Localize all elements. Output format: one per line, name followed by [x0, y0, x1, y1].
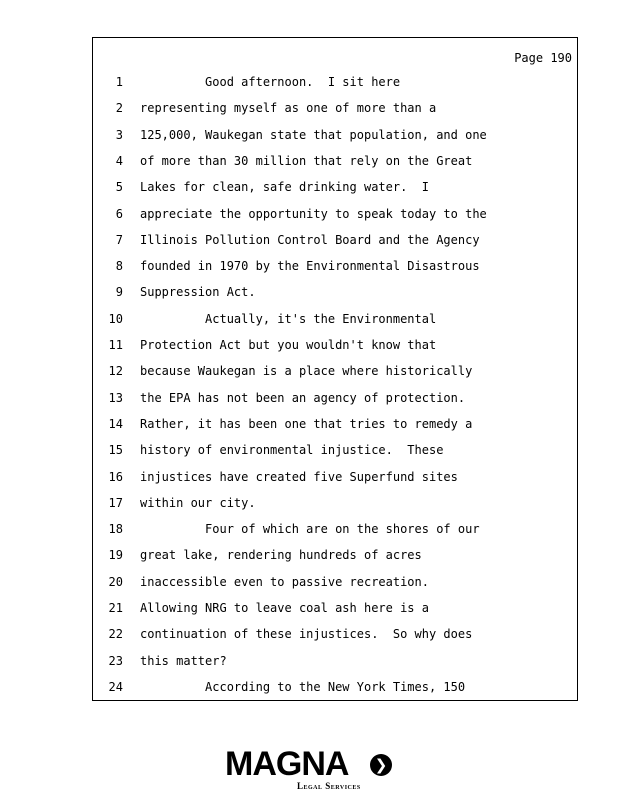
transcript-page — [92, 37, 578, 701]
line-text: According to the New York Times, 150 — [140, 679, 466, 694]
line-number: 13 — [108, 390, 123, 405]
transcript-line — [93, 284, 577, 310]
logo-wordmark: MAGNA — [225, 745, 349, 783]
line-number: 21 — [108, 601, 123, 615]
line-text: Actually, it's the Environmental — [140, 311, 437, 326]
transcript-line — [93, 521, 577, 547]
line-number: 15 — [108, 443, 123, 458]
line-number: 5 — [115, 180, 123, 195]
line-number: 22 — [108, 627, 123, 642]
line-text: 125,000, Waukegan state that population, and one — [140, 127, 487, 142]
arrow-right-icon: ❯ — [370, 754, 392, 776]
line-number: 4 — [115, 153, 123, 168]
page-number: Page 190 — [514, 51, 572, 65]
line-text: within our city. — [140, 495, 256, 510]
line-number: 6 — [115, 206, 123, 221]
transcript-line — [93, 232, 577, 258]
transcript-line — [93, 574, 577, 600]
transcript-line — [93, 179, 577, 205]
line-number: 12 — [108, 364, 123, 379]
transcript-line — [93, 442, 577, 468]
transcript-line — [93, 416, 577, 442]
line-number: 17 — [108, 495, 123, 510]
line-number: 24 — [108, 679, 123, 694]
magna-logo — [225, 745, 395, 793]
line-number: 16 — [108, 469, 123, 484]
line-number: 19 — [108, 548, 123, 563]
line-text: Allowing NRG to leave coal ash here is a — [140, 601, 429, 615]
line-text: because Waukegan is a place where historically — [140, 364, 473, 379]
line-text: Good afternoon. I sit here — [140, 75, 401, 89]
line-text: Illinois Pollution Control Board and the Agency — [140, 232, 480, 247]
transcript-line — [93, 311, 577, 337]
line-number: 14 — [108, 416, 123, 431]
line-number: 2 — [115, 101, 123, 116]
line-text: continuation of these injustices. So why does — [140, 627, 473, 642]
transcript-line — [93, 100, 577, 126]
transcript-line — [93, 153, 577, 179]
line-number: 11 — [108, 338, 123, 352]
transcript-line — [93, 127, 577, 153]
transcript-line — [93, 547, 577, 573]
line-number: 3 — [115, 127, 123, 142]
line-text: representing myself as one of more than a — [140, 101, 437, 116]
logo-subtitle: Legal Services — [297, 781, 361, 791]
transcript-line — [93, 363, 577, 389]
line-text: of more than 30 million that rely on the Great — [140, 153, 473, 168]
line-number: 7 — [115, 232, 123, 247]
transcript-line — [93, 258, 577, 284]
line-text: Suppression Act. — [140, 285, 256, 300]
transcript-line — [93, 600, 577, 626]
line-number: 9 — [115, 285, 123, 300]
line-text: appreciate the opportunity to speak today to the — [140, 206, 487, 221]
line-text: this matter? — [140, 653, 227, 668]
transcript-line — [93, 679, 577, 705]
transcript-line — [93, 469, 577, 495]
line-text: Rather, it has been one that tries to remedy a — [140, 416, 473, 431]
line-text: Protection Act but you wouldn't know that — [140, 338, 437, 352]
transcript-line — [93, 653, 577, 679]
line-text: the EPA has not been an agency of protection. — [140, 390, 466, 405]
transcript-line — [93, 206, 577, 232]
line-number: 18 — [108, 522, 123, 537]
line-text: great lake, rendering hundreds of acres — [140, 548, 422, 563]
transcript-line — [93, 337, 577, 363]
line-number: 10 — [108, 311, 123, 326]
line-text: founded in 1970 by the Environmental Disastrous — [140, 259, 480, 274]
line-text: history of environmental injustice. These — [140, 443, 444, 458]
line-text: Four of which are on the shores of our — [140, 522, 480, 537]
transcript-line — [93, 495, 577, 521]
line-number: 20 — [108, 574, 123, 589]
transcript-line — [93, 390, 577, 416]
line-text: Lakes for clean, safe drinking water. I — [140, 180, 429, 195]
line-number: 8 — [115, 259, 123, 274]
transcript-line — [93, 626, 577, 652]
line-number: 1 — [115, 75, 123, 89]
line-number: 23 — [108, 653, 123, 668]
transcript-line — [93, 74, 577, 100]
line-text: inaccessible even to passive recreation. — [140, 574, 429, 589]
line-text: injustices have created five Superfund sites — [140, 469, 458, 484]
